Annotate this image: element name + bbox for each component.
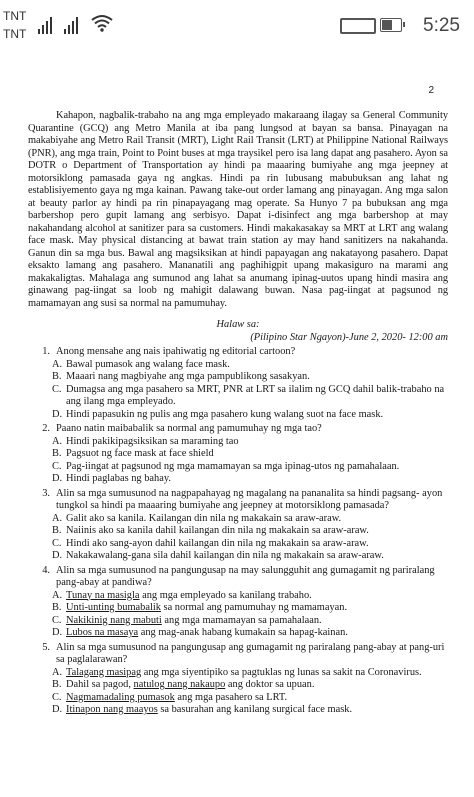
option-text: Bawal pumasok ang walang face mask. xyxy=(66,358,230,370)
screen-mode-icon xyxy=(340,18,376,34)
question-text xyxy=(28,423,448,436)
option-letter: A. xyxy=(52,435,63,447)
option-letter: A. xyxy=(52,512,63,524)
option-text: Talagang masipag ang mga siyentipiko sa pagtuklas ng lunas sa sakit na Coronavirus. xyxy=(66,666,422,678)
underlined-phrase: Nagmamadaling pumasok xyxy=(66,691,175,703)
answer-option xyxy=(28,384,448,409)
battery-icon xyxy=(380,18,402,32)
underlined-phrase: Talagang masipag xyxy=(66,666,142,678)
option-letter: C. xyxy=(52,691,62,703)
option-letter: A. xyxy=(52,666,63,678)
underlined-phrase: Unti-unting bumabalik xyxy=(66,602,161,613)
option-text: Hindi papasukin ng pulis ang mga pasahero kung walang suot na face mask. xyxy=(66,408,384,420)
question-3 xyxy=(28,488,448,563)
page-number: 2 xyxy=(428,85,434,96)
answer-option xyxy=(28,436,448,449)
question-number: 1. xyxy=(42,346,50,357)
option-text: Itinapon nang maayos sa basurahan ang kanilang surgical face mask. xyxy=(66,704,353,715)
question-2 xyxy=(28,423,448,486)
wifi-icon xyxy=(91,14,113,32)
question-prompt: Alin sa mga sumusunod na pangungusap na may salungguhit ang gumagamit ng pariralang pang-abay at pandiwa? xyxy=(56,564,435,588)
option-text: Hindi paglabas ng bahay. xyxy=(66,473,171,484)
option-text: Galit ako sa kanila. Kailangan din nila ng makakain sa araw-araw. xyxy=(66,512,342,524)
question-text xyxy=(28,565,448,590)
carrier-label-2: TNT xyxy=(3,27,27,41)
option-letter: D. xyxy=(52,627,63,638)
option-letter: C. xyxy=(52,460,62,472)
answer-option xyxy=(28,692,448,705)
option-text: Tunay na masigla ang mga empleyado sa kanilang trabaho. xyxy=(66,589,312,601)
answer-option xyxy=(28,359,448,372)
underlined-phrase: Itinapon nang maayos xyxy=(66,704,158,715)
answer-option xyxy=(28,704,448,717)
option-letter: B. xyxy=(52,448,62,459)
answer-option xyxy=(28,615,448,628)
option-text: Pag-iingat at pagsunod ng mga mamamayan sa mga ipinag-utos ng pamahalaan. xyxy=(66,460,400,472)
answer-option xyxy=(28,513,448,526)
underlined-phrase: natulog nang nakaupo xyxy=(133,679,226,690)
option-letter: D. xyxy=(52,473,63,484)
answer-option xyxy=(28,590,448,603)
option-text: Naiinis ako sa kanila dahil kailangan din nila ng makakain sa araw-araw. xyxy=(66,525,369,536)
option-letter: C. xyxy=(52,614,62,626)
editorial-paragraph: Kahapon, nagbalik-trabaho na ang mga empleyado makaraang ilagay sa General Community Quarantine (GCQ) ang Metro Manila at iba pang lungsod at bayan sa bansa. Pinayagan na makabiyahe ang Metro Rail Transit (MRT), Light Rail Transit (LRT) at Philippine National Railways (PNR), ang mga train, Point to Point buses at mga traysikel pero isa lang dapat ang pasahero. Ayon sa DOTR o Department of Transportation ay hindi pa maaaring bumiyahe ang mga jeepney at motorsiklong pamasada gaya ng angkas. Hindi pa rin lubusang mabubuksan ang lahat ng establisiyemento gaya ng mga kainan. Pawang take-out order lamang ang pinayagan. Ang mga salon at beauty parlor ay hindi pa rin pinapayagang mag operate. Sa Hunyo 7 pa bubuksan ang mga barbershop pero gupit lamang ang serbisyo. Dapat i-disinfect ang mga barbershop at may nakahandang alcohol at sanitizer para sa customers. Hindi makakasakay sa MRT at LRT ang walang face mask. May physical distancing at bawat train station ay may hand sanitizers na nakahanda. Ganun din sa mga bus. Bawal ang magsiksikan at hindi papayagan ang nakatayong pasahero. Dapat eksakto lamang ang pasahero. Mananatili ang paghihigpit upang makasiguro na marami ang makakaligtas. Mahalaga ang sumunod ang lahat sa anumang ipinag-uutos upang hindi masira ang ginawang pag-iingat sa loob ng mahigit dalawang buwan. Nasa pag-iingat at pagsunod ng mamamayan ang susi sa normal na pamumuhay. xyxy=(28,110,448,309)
option-text: Unti-unting bumabalik sa normal ang pamumuhay ng mamamayan. xyxy=(66,602,348,613)
option-text: Hindi pakikipagsiksikan sa maraming tao xyxy=(66,435,239,447)
answer-option xyxy=(28,461,448,474)
option-text: Nakikinig nang mabuti ang mga mamamayan sa pamahalaan. xyxy=(66,614,322,626)
option-letter: B. xyxy=(52,679,62,690)
answer-option xyxy=(28,371,448,384)
option-letter: A. xyxy=(52,358,63,370)
option-letter: D. xyxy=(52,408,63,420)
option-letter: B. xyxy=(52,371,62,382)
option-text: Pagsuot ng face mask at face shield xyxy=(66,448,214,459)
signal-icon-2 xyxy=(64,14,78,34)
signal-icon-1 xyxy=(38,14,52,34)
question-prompt: Anong mensahe ang nais ipahiwatig ng editorial cartoon? xyxy=(56,346,296,357)
answer-option xyxy=(28,538,448,551)
option-text: Hindi ako sang-ayon dahil kailangan din nila ng makakain sa araw-araw. xyxy=(66,537,369,549)
status-bar xyxy=(0,0,474,44)
question-number: 5. xyxy=(42,641,50,653)
option-letter: B. xyxy=(52,602,62,613)
option-letter: D. xyxy=(52,704,63,715)
underlined-phrase: Tunay na masigla xyxy=(66,589,140,601)
answer-option xyxy=(28,448,448,461)
question-prompt: Paano natin maibabalik sa normal ang pamumuhay ng mga tao? xyxy=(56,423,322,434)
answer-option xyxy=(28,550,448,563)
option-text: Lubos na masaya ang mag-anak habang kumakain sa hapag-kainan. xyxy=(66,627,348,638)
source-line: (Pilipino Star Ngayon)-June 2, 2020- 12:00 am xyxy=(250,331,448,343)
question-prompt: Alin sa mga sumusunod na nagpapahayag ng magalang na pananalita sa hindi pagsang- ayon tungkol sa hindi pa maaaring bumiyahe ang jeepney at motorsiklong pamasada? xyxy=(56,487,443,511)
option-text: Nagmamadaling pumasok ang mga pasahero sa LRT. xyxy=(66,691,288,703)
option-letter: B. xyxy=(52,525,62,536)
answer-option xyxy=(28,627,448,640)
source-citation xyxy=(28,319,448,344)
option-letter: C. xyxy=(52,383,62,395)
question-1 xyxy=(28,346,448,421)
clock-time: 5:25 xyxy=(423,15,460,36)
option-text: Nakakawalang-gana sila dahil kailangan din nila ng makakain sa araw-araw. xyxy=(66,550,384,561)
answer-option xyxy=(28,679,448,692)
underlined-phrase: Nakikinig nang mabuti xyxy=(66,614,162,626)
option-text: Dumagsa ang mga pasahero sa MRT, PNR at LRT sa ilalim ng GCQ dahil balik-trabaho na ang ilang mga empleyado. xyxy=(66,383,445,407)
question-text xyxy=(28,488,448,513)
option-text: Dahil sa pagod, natulog nang nakaupo ang doktor sa upuan. xyxy=(66,679,315,690)
question-5 xyxy=(28,642,448,717)
question-list xyxy=(28,346,448,717)
answer-option xyxy=(28,667,448,680)
document-page xyxy=(28,110,448,717)
carrier-label-1: TNT xyxy=(3,9,27,23)
question-number: 4. xyxy=(42,564,50,576)
source-label: Halaw sa: xyxy=(216,319,260,330)
option-text: Maaari nang magbiyahe ang mga pampublikong sasakyan. xyxy=(66,371,310,382)
answer-option xyxy=(28,525,448,538)
answer-option xyxy=(28,473,448,486)
question-number: 2. xyxy=(42,423,50,434)
question-number: 3. xyxy=(42,487,50,499)
option-letter: A. xyxy=(52,589,63,601)
underlined-phrase: Lubos na masaya xyxy=(66,627,139,638)
question-text xyxy=(28,346,448,359)
option-letter: C. xyxy=(52,537,62,549)
question-4 xyxy=(28,565,448,640)
question-prompt: Alin sa mga sumusunod na pangungusap ang gumagamit ng pariralang pang-abay at pang-uri sa paglalarawan? xyxy=(56,641,445,665)
answer-option xyxy=(28,602,448,615)
question-text xyxy=(28,642,448,667)
option-letter: D. xyxy=(52,550,63,561)
answer-option xyxy=(28,409,448,422)
